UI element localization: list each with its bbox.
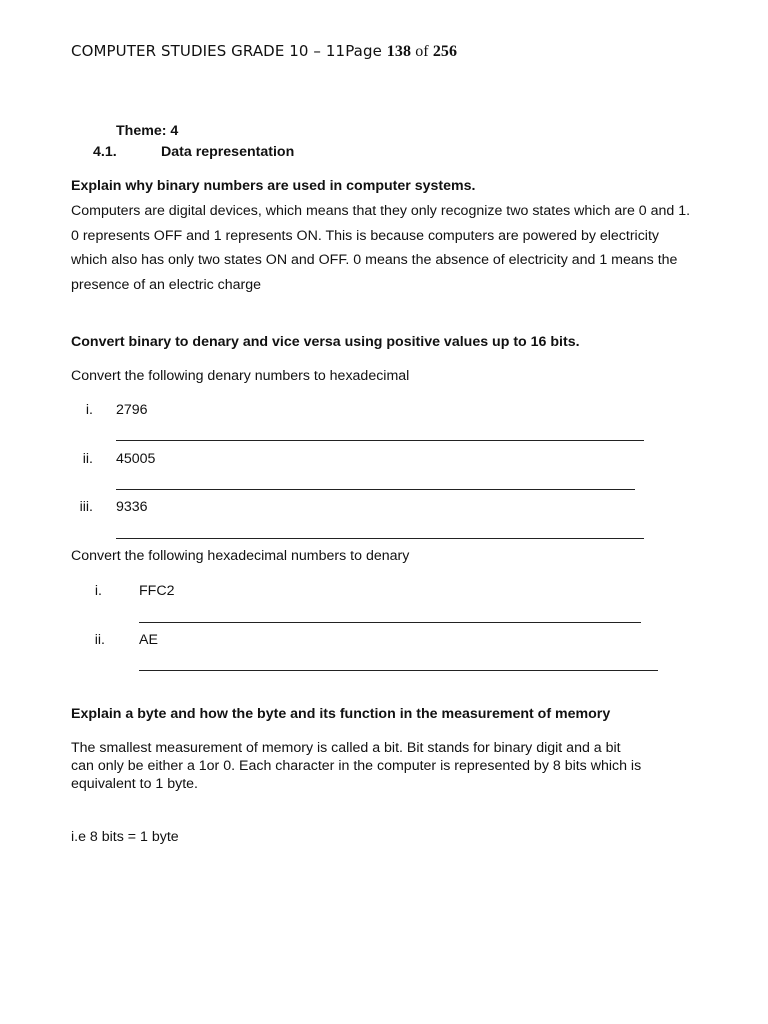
q3-example: i.e 8 bits = 1 byte <box>71 829 179 845</box>
denary-instruction: Convert the following denary numbers to hexadecimal <box>71 368 410 384</box>
denary-item-numeral: ii. <box>82 451 93 467</box>
q3-answer-line: can only be either a 1or 0. Each character in the computer is represented by 8 bits which is <box>71 758 642 774</box>
q2-heading: Convert binary to denary and vice versa using positive values up to 16 bits. <box>71 334 580 350</box>
header-of-word: of <box>411 43 433 60</box>
hex-item-value: AE <box>139 632 158 648</box>
denary-item-value: 45005 <box>116 451 156 467</box>
hex-instruction: Convert the following hexadecimal numbers to denary <box>71 548 410 564</box>
section-number: 4.1. <box>93 144 117 160</box>
denary-item-value: 9336 <box>116 499 148 515</box>
answer-line <box>116 538 644 539</box>
theme-label: Theme: 4 <box>116 123 179 139</box>
denary-item-numeral: iii. <box>79 499 93 515</box>
q3-answer-line: The smallest measurement of memory is called a bit. Bit stands for binary digit and a bit <box>71 740 621 756</box>
hex-item-numeral: ii. <box>94 632 105 648</box>
denary-item-numeral: i. <box>85 402 93 418</box>
answer-line <box>116 440 644 441</box>
header-page-number: 138 <box>386 43 412 60</box>
header-title: COMPUTER STUDIES GRADE 10 – 11 <box>71 42 346 60</box>
hex-item-value: FFC2 <box>139 583 175 599</box>
denary-item-value: 2796 <box>116 402 148 418</box>
q1-heading: Explain why binary numbers are used in computer systems. <box>71 178 476 194</box>
q3-heading: Explain a byte and how the byte and its function in the measurement of memory <box>71 706 611 722</box>
header-page-word: Page <box>345 42 387 60</box>
q3-answer-line: equivalent to 1 byte. <box>71 776 198 792</box>
answer-line <box>116 489 635 490</box>
header-page-total: 256 <box>432 43 458 60</box>
answer-line <box>139 670 658 671</box>
q1-answer: Computers are digital devices, which means that they only recognize two states which are 0 and 1. 0 represents OFF and 1 represents ON. This is because computers are powered by electricity which also has only two states ON and OFF. 0 means the absence of electricity and 1 means the presence of an electric charge <box>71 203 691 293</box>
hex-item-numeral: i. <box>94 583 102 599</box>
page-header <box>71 42 457 61</box>
answer-line <box>139 622 641 623</box>
section-title: Data representation <box>161 144 295 160</box>
